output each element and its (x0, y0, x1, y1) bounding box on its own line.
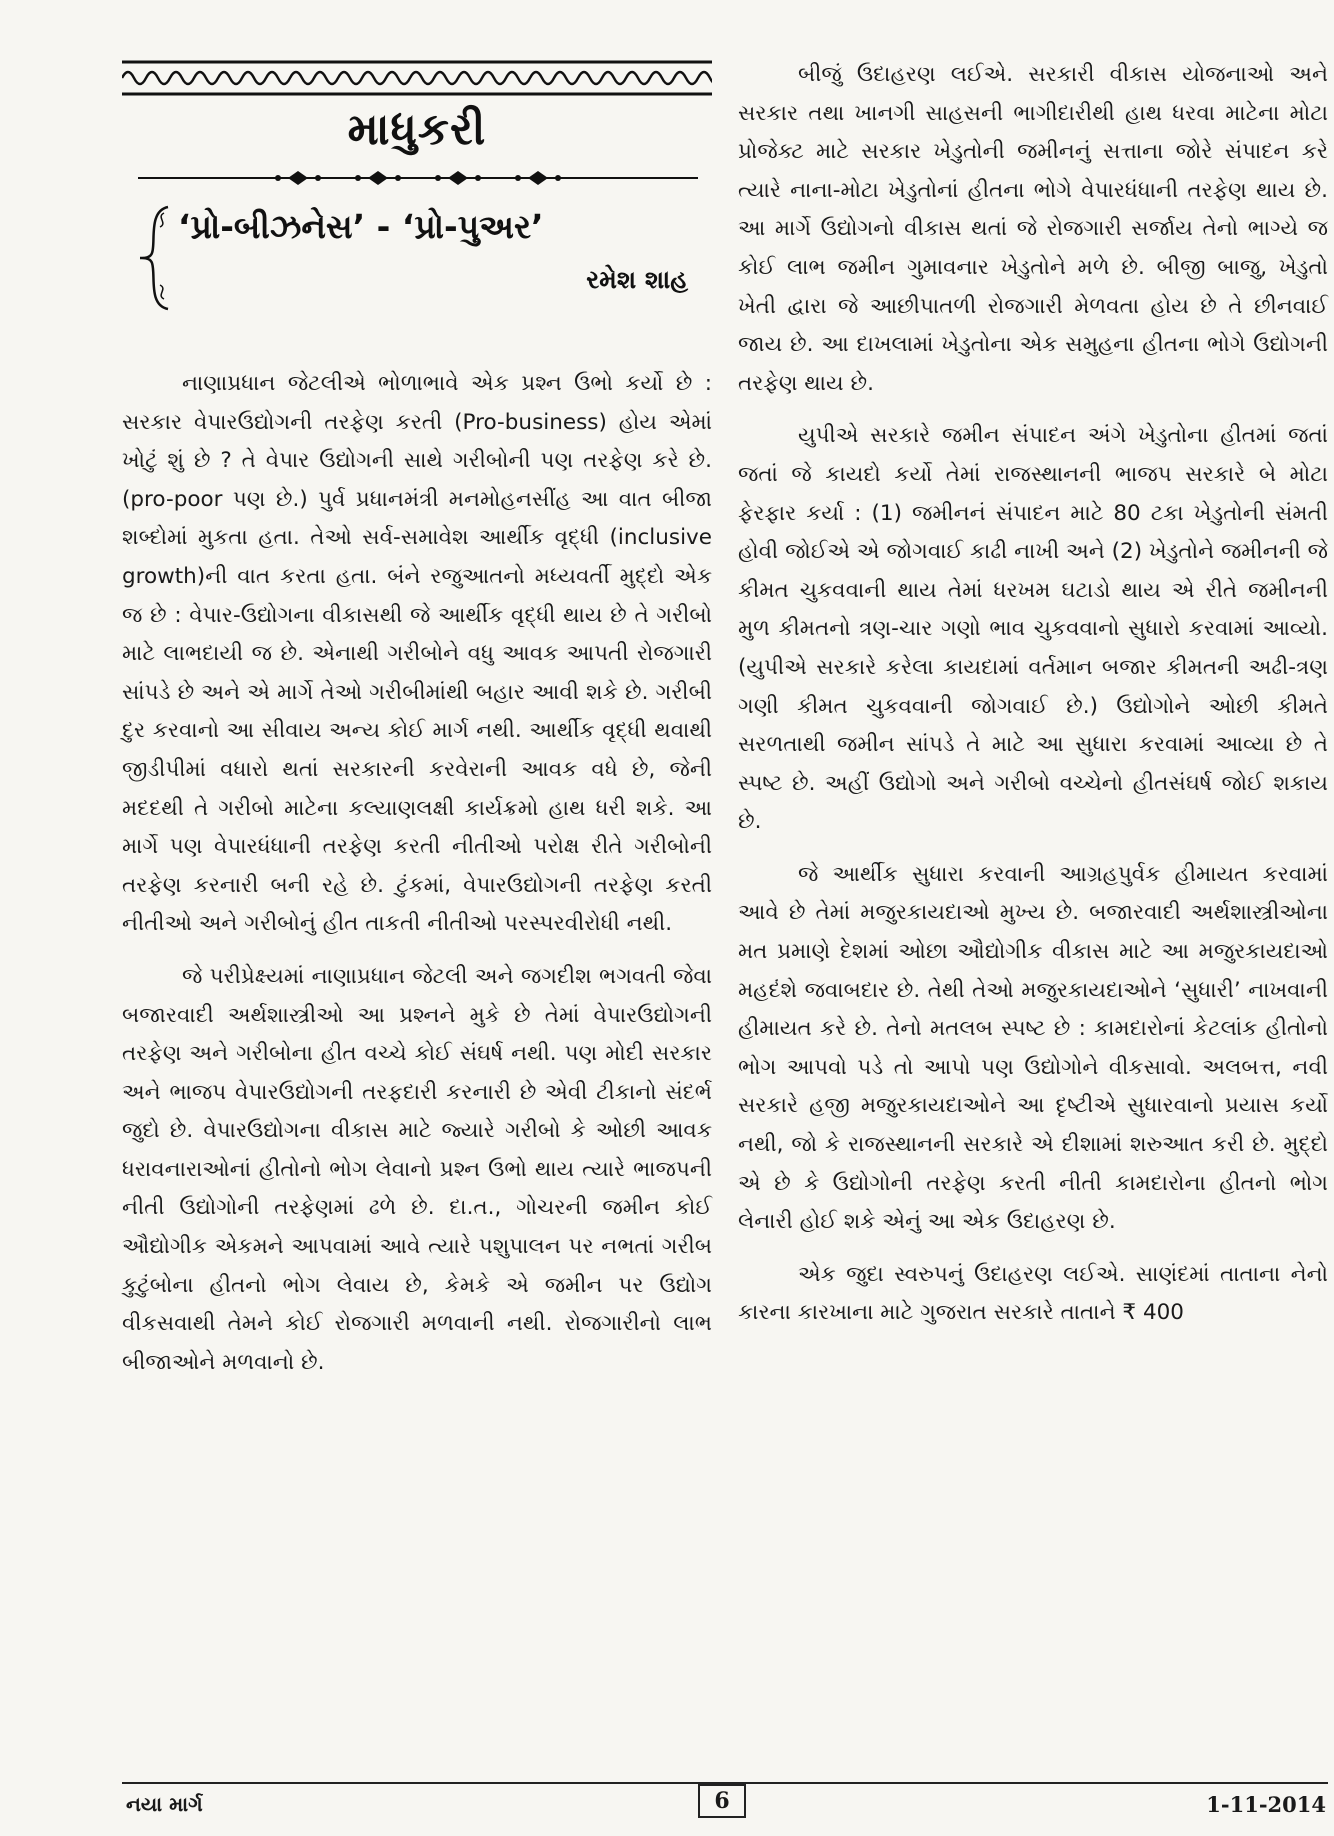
left-column (122, 56, 712, 1382)
curly-brace-ornament (138, 203, 174, 313)
article-paragraph: યુપીએ સરકારે જમીન સંપાદન અંગે ખેડુતોના હીતમાં જતાં જતાં જે કાયદો કર્યો તેમાં રાજસ્થાનની ભાજપ સરકારે બે મોટા ફેરફાર કર્યા : (1) જમીનનં સંપાદન માટે 80 ટકા ખેડુતોની સંમતી હોવી જોઈએ એ જોગવાઈ કાઢી નાખી અને (2) ખેડુતોને જમીનની જે કીમત ચુકવવાની થાય તેમાં ધરખમ ઘટાડો થાય એ રીતે જમીનની મુળ કીમતનો ત્રણ-ચાર ગણો ભાવ ચુકવવાનો સુધારો કરવામાં આવ્યો. (યુપીએ સરકારે કરેલા કાયદામાં વર્તમાન બજાર કીમતની અઢી-ત્રણ ગણી કીમત ચુકવવાની જોગવાઈ છે.) ઉદ્યોગોને ઓછી કીમતે સરળતાથી જમીન સાંપડે તે માટે આ સુધારા કરવામાં આવ્યા છે તે સ્પષ્ટ છે. અહીં ઉદ્યોગો અને ગરીબો વચ્ચેનો હીતસંઘર્ષ જોઈ શકાય છે. (738, 423, 1328, 835)
column-title: માધુકરી (347, 104, 487, 155)
issue-date: 1-11-2014 (1206, 1792, 1326, 1817)
article-headline: ‘પ્રો-બીઝનેસ’ - ‘પ્રો-પુઅર’ (178, 207, 544, 246)
article-paragraph: જે આર્થીક સુધારા કરવાની આગ્રહપુર્વક હીમાયત કરવામાં આવે છે તેમાં મજુરકાયદાઓ મુખ્ય છે. બજારવાદી અર્થશાસ્ત્રીઓના મત પ્રમાણે દેશમાં ઓછા ઔદ્યોગીક વીકાસ માટે આ મજુરકાયદાઓ મહદંશે જવાબદાર છે. તેથી તેઓ મજુરકાયદાઓને ‘સુધારી’ નાખવાની હીમાયત કરે છે. તેનો મતલબ સ્પષ્ટ છે : કામદારોનાં કેટલાંક હીતોનો ભોગ આપવો પડે તો આપો પણ ઉદ્યોગોને વીકસાવો. અલબત્ત, નવી સરકારે હજી મજુરકાયદાઓને આ દૃષ્ટીએ સુધારવાનો પ્રયાસ કર્યો નથી, જો કે રાજસ્થાનની સરકારે એ દીશામાં શરુઆત કરી છે. મુદ્દો એ છે કે ઉદ્યોગોની તરફેણ કરતી નીતી કામદારોના હીતનો ભોગ લેનારી હોઈ શકે એનું આ એક ઉદાહરણ છે. (738, 861, 1328, 1235)
wavy-ornament-rule (122, 56, 712, 100)
article-paragraph: એક જુદા સ્વરુપનું ઉદાહરણ લઈએ. સાણંદમાં તાતાના નેનો કારના કારખાના માટે ગુજરાત સરકારે તાતાને ₹ 400 (738, 1261, 1328, 1326)
page-number: 6 (698, 1784, 746, 1818)
author-byline: રમેશ શાહ (586, 265, 688, 294)
article-paragraph: નાણાપ્રધાન જેટલીએ ભોળાભાવે એક પ્રશ્ન ઉભો કર્યો છે : સરકાર વેપારઉદ્યોગની તરફેણ કરતી (Pro-business) હોય એમાં ખોટું શું છે ? તે વેપાર ઉદ્યોગની સાથે ગરીબોની પણ તરફેણ કરે છે. (pro-poor પણ છે.) પુર્વ પ્રધાનમંત્રી મનમોહનસીંહ આ વાત બીજા શબ્દોમાં મુકતા હતા. તેઓ સર્વ-સમાવેશ આર્થીક વૃદ્ધી (inclusive growth)ની વાત કરતા હતા. બંને રજુઆતનો મધ્યવર્તી મુદ્દો એક જ છે : વેપાર-ઉદ્યોગના વીકાસથી જે આર્થીક વૃદ્ધી થાય છે તે ગરીબો માટે લાભદાયી જ છે. એનાથી ગરીબોને વધુ આવક આપતી રોજગારી સાંપડે છે અને એ માર્ગે તેઓ ગરીબીમાંથી બહાર આવી શકે છે. ગરીબી દુર કરવાનો આ સીવાય અન્ય કોઈ માર્ગ નથી. આર્થીક વૃદ્ધી થવાથી જીડીપીમાં વધારો થતાં સરકારની કરવેરાની આવક વધે છે, જેની મદદથી તે ગરીબો માટેના કલ્યાણલક્ષી કાર્યક્રમો હાથ ધરી શકે. આ માર્ગે પણ વેપારધંધાની તરફેણ કરતી નીતીઓ પરોક્ષ રીતે ગરીબોની તરફેણ કરનારી બની રહે છે. ટુંકમાં, વેપારઉદ્યોગની તરફેણ કરતી નીતીઓ અને ગરીબોનું હીત તાકતી નીતીઓ પરસ્પરવીરોધી નથી. (122, 371, 712, 937)
right-column (738, 56, 1328, 1333)
headline-block (122, 203, 712, 323)
article-paragraph: બીજું ઉદાહરણ લઈએ. સરકારી વીકાસ યોજનાઓ અને સરકાર તથા ખાનગી સાહસની ભાગીદારીથી હાથ ધરવા માટેના મોટા પ્રોજેક્ટ માટે સરકાર ખેડુતોની જમીનનું સત્તાના જોરે સંપાદન કરે ત્યારે નાના-મોટા ખેડુતોનાં હીતના ભોગે વેપારધંધાની તરફેણ થાય છે. આ માર્ગે ઉદ્યોગનો વીકાસ થતાં જે રોજગારી સર્જાય તેનો ભાગ્યે જ કોઈ લાભ જમીન ગુમાવનાર ખેડુતોને મળે છે. બીજી બાજુ, ખેડુતો ખેતી દ્વારા જે આછીપાતળી રોજગારી મેળવતા હોય છે તે છીનવાઈ જાય છે. આ દાખલામાં ખેડુતોના એક સમુહના હીતના ભોગે ઉદ્યોગની તરફેણ થાય છે. (738, 62, 1328, 396)
ornament-divider (138, 163, 698, 193)
publication-name: નયા માર્ગ (126, 1792, 203, 1816)
article-paragraph: જે પરીપ્રેક્ષ્યમાં નાણાપ્રધાન જેટલી અને જગદીશ ભગવતી જેવા બજારવાદી અર્થશાસ્ત્રીઓ આ પ્રશ્નને મુકે છે તેમાં વેપારઉદ્યોગની તરફેણ અને ગરીબોના હીત વચ્ચે કોઈ સંઘર્ષ નથી. પણ મોદી સરકાર અને ભાજપ વેપારઉદ્યોગની તરફદારી કરનારી છે એવી ટીકાનો સંદર્ભ જુદો છે. વેપારઉદ્યોગના વીકાસ માટે જ્યારે ગરીબો કે ઓછી આવક ધરાવનારાઓનાં હીતોનો ભોગ લેવાનો પ્રશ્ન ઉભો થાય ત્યારે ભાજપની નીતી ઉદ્યોગોની તરફેણમાં ઢળે છે. દા.ત., ગોચરની જમીન કોઈ ઔદ્યોગીક એકમને આપવામાં આવે ત્યારે પશુપાલન પર નભતાં ગરીબ કુટુંબોના હીતનો ભોગ લેવાય છે, કેમકે એ જમીન પર ઉદ્યોગ વીકસવાથી તેમને કોઈ રોજગારી મળવાની નથી. રોજગારીનો લાભ બીજાઓને મળવાનો છે. (122, 963, 712, 1375)
